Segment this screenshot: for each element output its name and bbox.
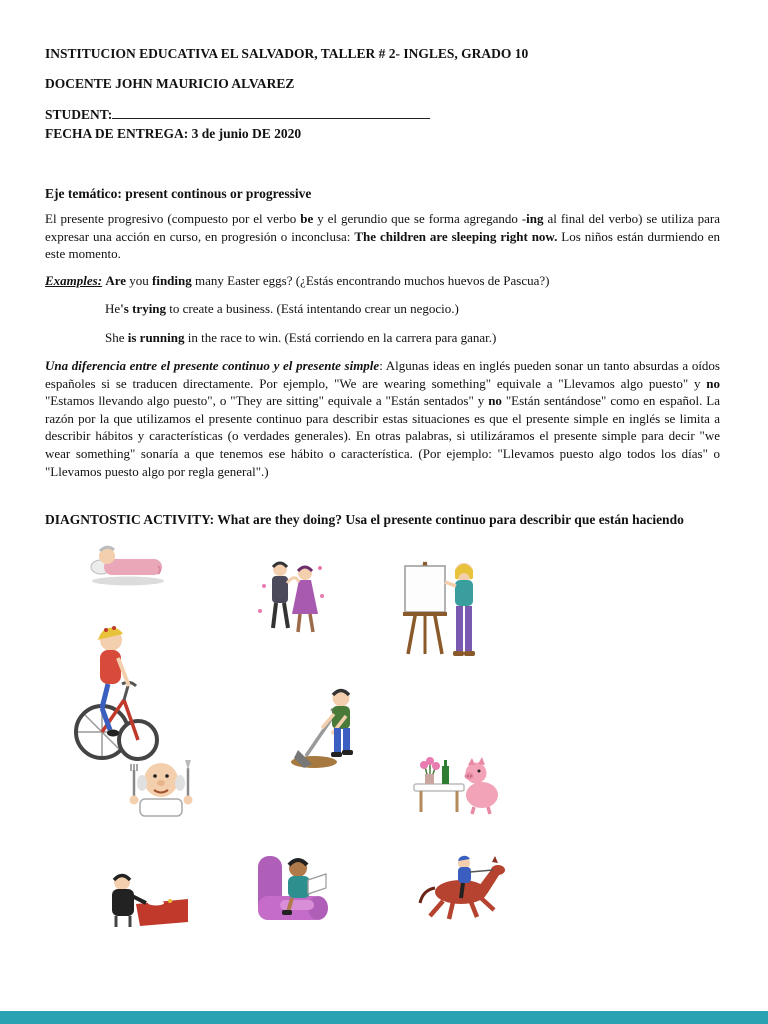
image-cyclist	[66, 600, 166, 762]
image-woman-painting	[395, 548, 490, 660]
old-man-eating-icon	[126, 752, 196, 820]
dancing-couple-icon	[252, 556, 330, 644]
activity-images-grid	[0, 540, 768, 960]
image-man-at-desk	[106, 870, 190, 928]
image-horse-rider	[415, 852, 507, 922]
due-date-line: FECHA DE ENTREGA: 3 de junio DE 2020	[45, 126, 302, 141]
cyclist-icon	[66, 600, 166, 762]
image-person-reading-armchair	[252, 846, 338, 930]
image-pig-at-table	[412, 750, 500, 816]
example-line-3: She is running in the race to win. (Está corriendo en la carrera para ganar.)	[105, 329, 497, 345]
sleeping-person-icon	[88, 540, 168, 586]
page-footer-bar	[0, 1011, 768, 1024]
image-dancing-couple	[252, 556, 330, 644]
image-man-digging	[288, 682, 366, 768]
activity-heading: DIAGNTOSTIC ACTIVITY: What are they doing? Usa el presente continuo para describir que están haciendo	[45, 512, 684, 528]
intro-paragraph: El presente progresivo (compuesto por el verbo be y el gerundio que se forma agregando -ing al final del verbo) se utiliza para expresar una acción en curso, en progresión o inconclusa: The children are sleeping right now. Los niños están durmiendo en este momento.	[45, 211, 720, 262]
student-label: STUDENT:	[45, 107, 113, 122]
example-line-2: He's trying to create a business. (Está intentando crear un negocio.)	[105, 301, 459, 317]
image-old-man-eating	[126, 752, 196, 820]
topic-heading: Eje temático: present continous or progressive	[45, 186, 312, 201]
person-reading-armchair-icon	[252, 846, 338, 930]
pig-at-table-icon	[412, 750, 500, 816]
student-blank-line	[112, 106, 430, 119]
examples-line: Examples: Are you finding many Easter eggs? (¿Estás encontrando muchos huevos de Pascua?)	[45, 272, 550, 288]
difference-paragraph: Una diferencia entre el presente continuo y el presente simple: Algunas ideas en inglés pueden sonar un tanto absurdas a oídos españoles si se traducen directamente. Por ejemplo, "We are wearing something" equivale a "Llevamos algo puesto" y no "Estamos llevando algo puesto", o "They are sitting" equivale a "Están sentados" y no "Están sentándose" como en español. La razón por la que utilizamos el presente continuo para describir estas situaciones es que el presente simple en inglés se limita a describir hábitos y características (o verdades generales). En otras palabras, si utilizáramos el presente simple para decir "we wear something" sonaría a que tenemos ese hábito o característica. (Por ejemplo: "Llevamos puesto algo todos los días" o "Llevamos puesto algo por regla general".)	[45, 358, 721, 479]
man-at-desk-icon	[106, 870, 190, 928]
man-digging-icon	[288, 682, 366, 768]
horse-rider-icon	[415, 852, 507, 922]
school-header: INSTITUCION EDUCATIVA EL SALVADOR, TALLER # 2- INGLES, GRADO 10	[45, 46, 529, 61]
woman-painting-icon	[395, 548, 490, 660]
student-line	[45, 106, 720, 123]
teacher-line: DOCENTE JOHN MAURICIO ALVAREZ	[45, 76, 295, 91]
image-sleeping-person	[88, 540, 168, 586]
